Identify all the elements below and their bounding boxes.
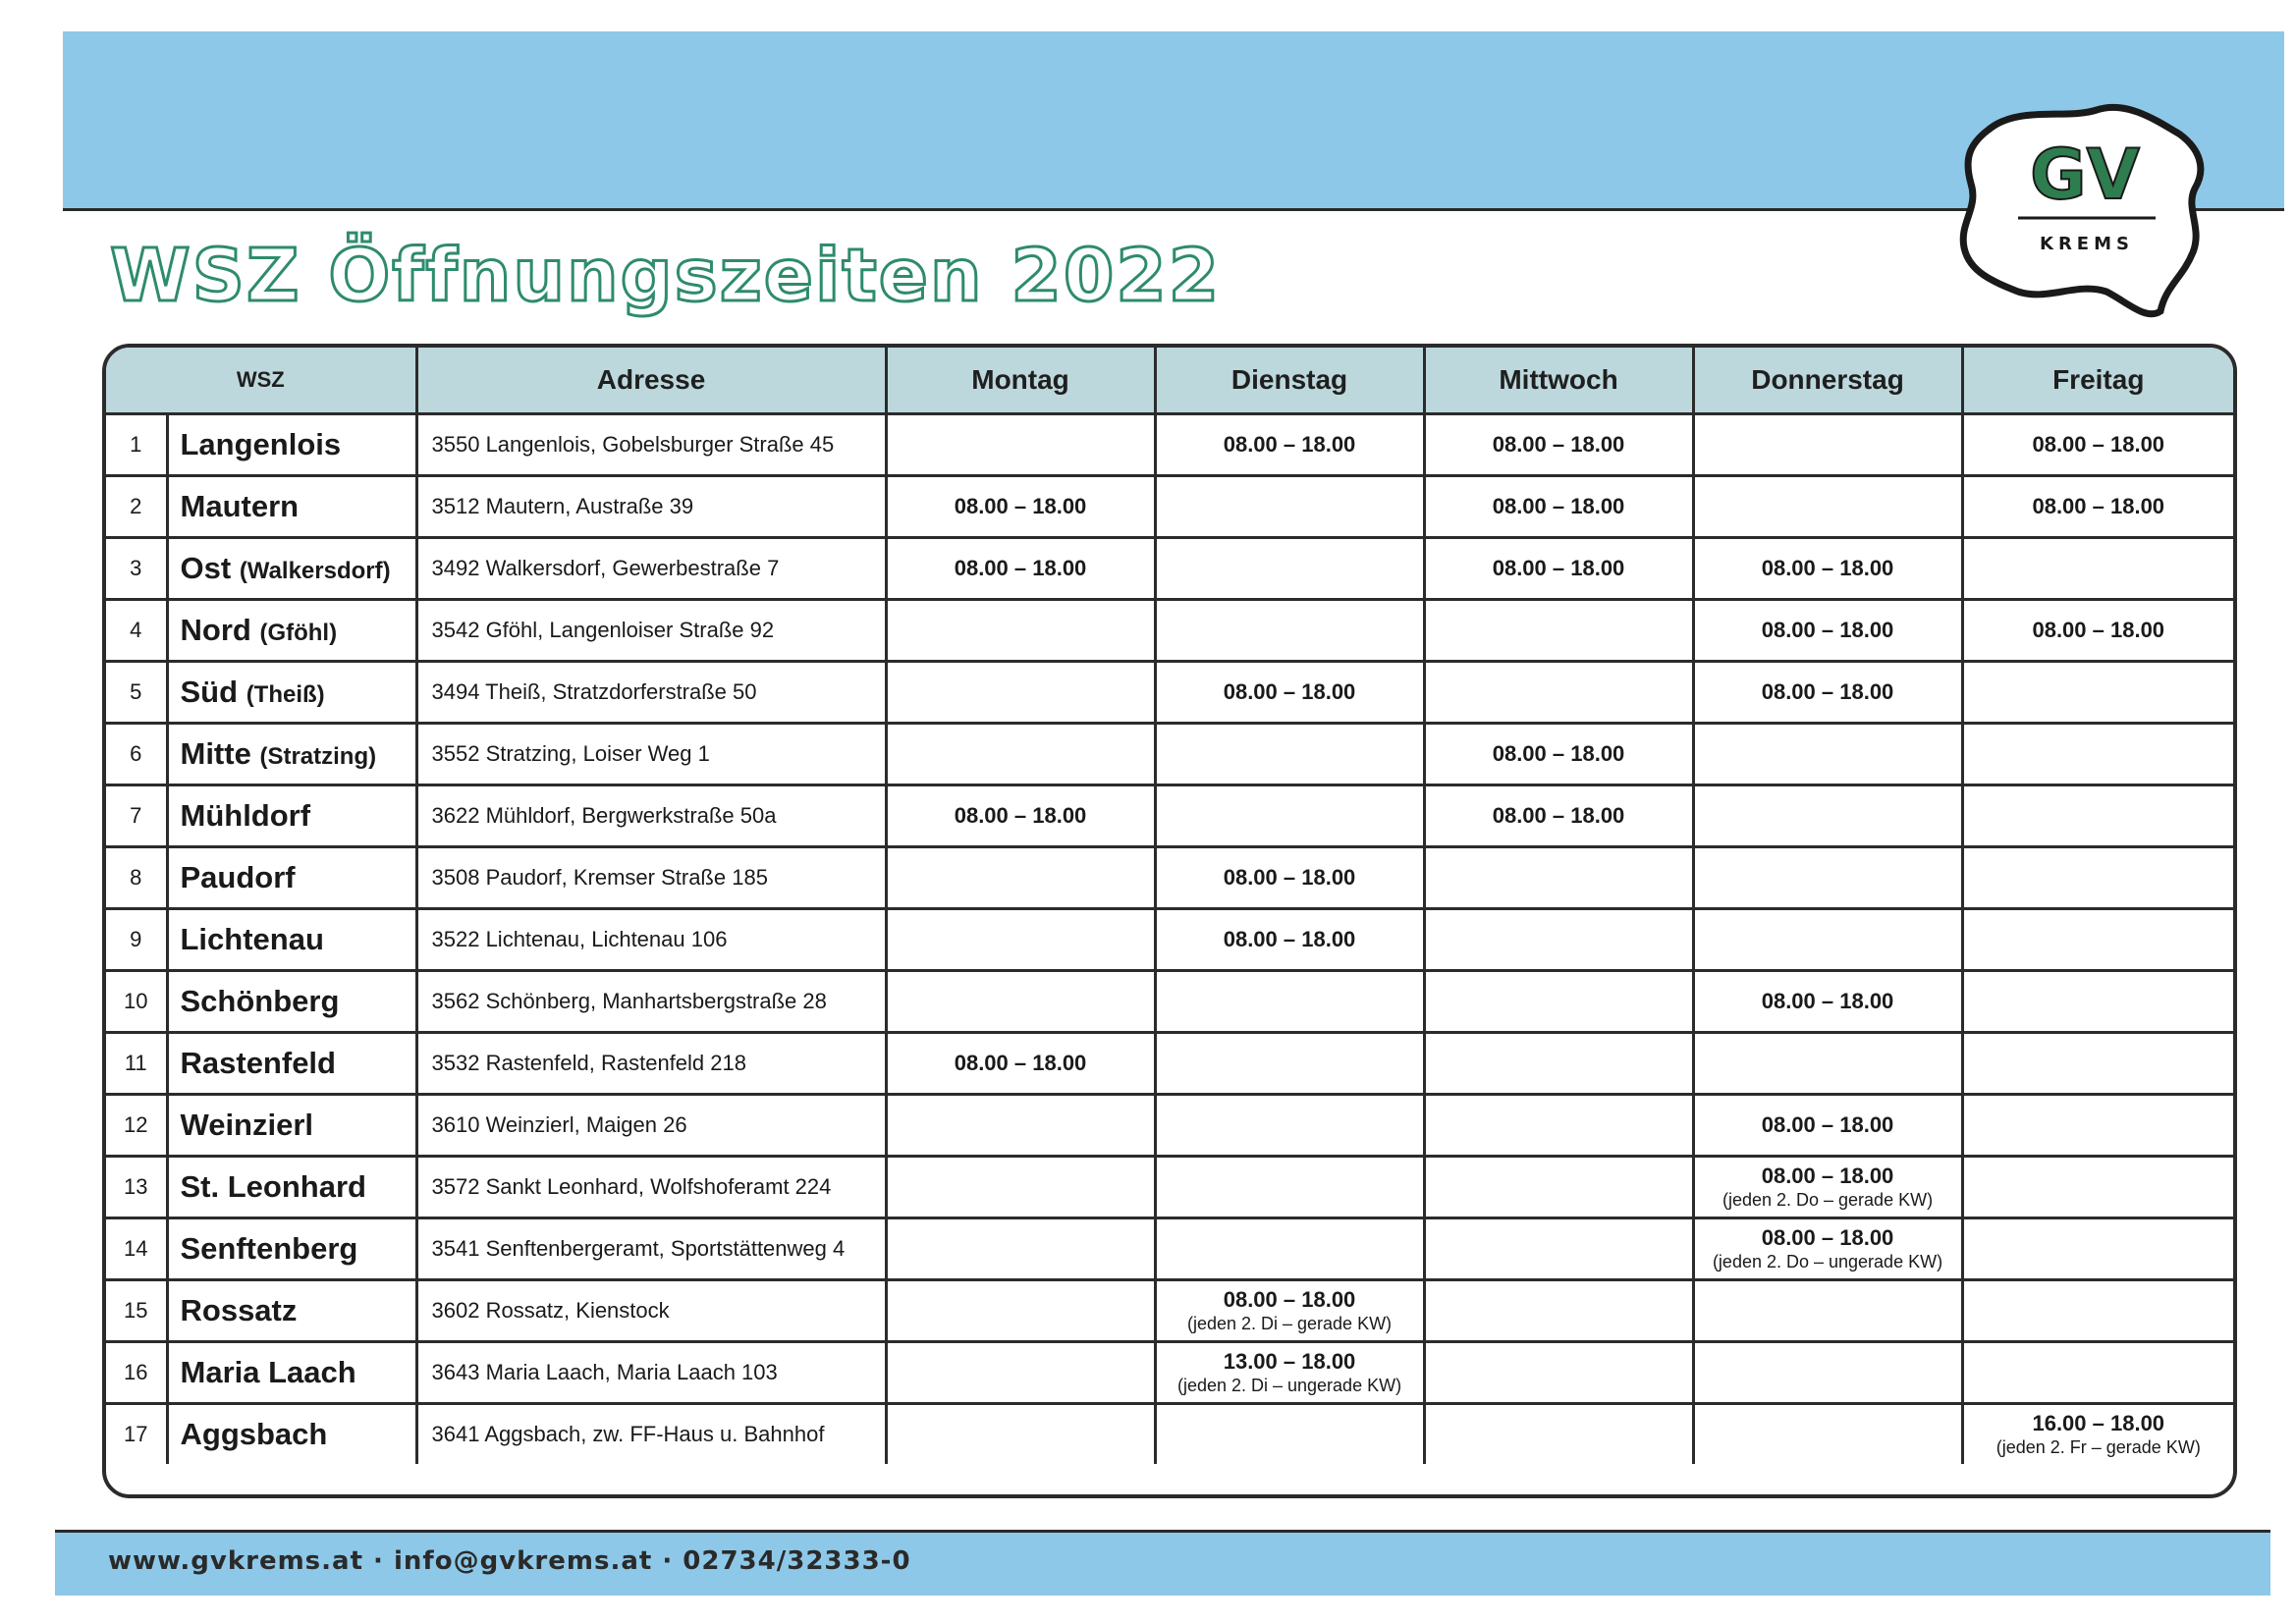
time-cell-fri — [1962, 1157, 2233, 1218]
row-number: 16 — [106, 1342, 167, 1404]
opening-time: 08.00 – 18.00 — [2032, 618, 2165, 642]
time-cell-fri — [1962, 1095, 2233, 1157]
time-cell-tue — [1155, 847, 1424, 909]
time-cell-wed — [1424, 1157, 1693, 1218]
time-cell-thu — [1693, 847, 1962, 909]
time-cell-tue — [1155, 724, 1424, 785]
table-row — [106, 538, 2233, 600]
time-cell-mon — [886, 1342, 1155, 1404]
time-cell-mon — [886, 662, 1155, 724]
station-name — [167, 1095, 416, 1157]
time-cell-wed — [1424, 538, 1693, 600]
station-name-main: Senftenberg — [180, 1231, 358, 1266]
table-row — [106, 909, 2233, 971]
time-cell-thu — [1693, 1218, 1962, 1280]
time-cell-wed — [1424, 662, 1693, 724]
page-title: WSZ Öffnungszeiten 2022 — [110, 234, 1222, 318]
time-cell-mon — [886, 847, 1155, 909]
table-row — [106, 662, 2233, 724]
opening-time: 08.00 – 18.00 — [954, 803, 1087, 828]
time-cell-thu — [1693, 414, 1962, 476]
table-row — [106, 1404, 2233, 1465]
opening-time: 08.00 – 18.00 — [1761, 679, 1894, 704]
time-cell-thu — [1693, 971, 1962, 1033]
table-row — [106, 1033, 2233, 1095]
time-cell-thu — [1693, 600, 1962, 662]
time-cell-wed — [1424, 909, 1693, 971]
station-name-main: Weinzierl — [180, 1108, 314, 1142]
opening-time: 08.00 – 18.00 — [1223, 679, 1356, 704]
time-cell-thu — [1693, 538, 1962, 600]
station-name-main: Maria Laach — [180, 1355, 356, 1389]
time-cell-mon — [886, 785, 1155, 847]
station-name — [167, 662, 416, 724]
station-name-main: Rastenfeld — [180, 1046, 336, 1080]
time-cell-thu — [1693, 909, 1962, 971]
station-name-sub: (Gföhl) — [259, 620, 338, 646]
row-number: 13 — [106, 1157, 167, 1218]
station-name — [167, 538, 416, 600]
header-tuesday: Dienstag — [1155, 348, 1424, 414]
opening-time: 16.00 – 18.00 — [2032, 1411, 2165, 1435]
time-cell-tue — [1155, 662, 1424, 724]
station-address: 3512 Mautern, Austraße 39 — [416, 476, 886, 538]
time-cell-mon — [886, 1095, 1155, 1157]
row-number: 6 — [106, 724, 167, 785]
time-cell-thu — [1693, 1280, 1962, 1342]
time-cell-thu — [1693, 662, 1962, 724]
station-name-main: Rossatz — [180, 1293, 298, 1327]
time-cell-tue — [1155, 476, 1424, 538]
time-cell-thu — [1693, 1404, 1962, 1465]
time-cell-fri — [1962, 662, 2233, 724]
opening-time: 08.00 – 18.00 — [1223, 1287, 1356, 1312]
table-row — [106, 600, 2233, 662]
time-cell-mon — [886, 1157, 1155, 1218]
time-cell-thu — [1693, 724, 1962, 785]
time-cell-mon — [886, 1404, 1155, 1465]
time-cell-wed — [1424, 785, 1693, 847]
time-cell-mon — [886, 538, 1155, 600]
time-cell-wed — [1424, 1404, 1693, 1465]
station-name-main: Langenlois — [180, 427, 342, 461]
header-friday: Freitag — [1962, 348, 2233, 414]
opening-time: 08.00 – 18.00 — [1492, 556, 1625, 580]
row-number: 17 — [106, 1404, 167, 1465]
gv-krems-logo — [1949, 90, 2214, 326]
opening-note: (jeden 2. Di – ungerade KW) — [1176, 1376, 1402, 1395]
station-name — [167, 724, 416, 785]
opening-time: 08.00 – 18.00 — [1761, 989, 1894, 1013]
time-cell-mon — [886, 1218, 1155, 1280]
time-cell-mon — [886, 600, 1155, 662]
table-row — [106, 1218, 2233, 1280]
time-cell-thu — [1693, 1342, 1962, 1404]
time-cell-fri — [1962, 971, 2233, 1033]
table-row — [106, 1095, 2233, 1157]
station-address: 3508 Paudorf, Kremser Straße 185 — [416, 847, 886, 909]
header-monday: Montag — [886, 348, 1155, 414]
station-name-main: Süd — [180, 675, 239, 709]
opening-time: 08.00 – 18.00 — [1223, 432, 1356, 457]
station-address: 3550 Langenlois, Gobelsburger Straße 45 — [416, 414, 886, 476]
station-name-main: Nord — [180, 613, 251, 647]
station-name-main: St. Leonhard — [180, 1169, 366, 1204]
station-name-sub: (Walkersdorf) — [239, 558, 391, 584]
time-cell-tue — [1155, 1218, 1424, 1280]
time-cell-wed — [1424, 414, 1693, 476]
station-address: 3542 Gföhl, Langenloiser Straße 92 — [416, 600, 886, 662]
station-name — [167, 1404, 416, 1465]
opening-time: 08.00 – 18.00 — [1492, 803, 1625, 828]
station-name-main: Paudorf — [180, 860, 296, 894]
table-row — [106, 971, 2233, 1033]
row-number: 5 — [106, 662, 167, 724]
time-cell-wed — [1424, 847, 1693, 909]
time-cell-tue — [1155, 1157, 1424, 1218]
time-cell-wed — [1424, 724, 1693, 785]
row-number: 7 — [106, 785, 167, 847]
opening-time: 08.00 – 18.00 — [1223, 927, 1356, 951]
time-cell-tue — [1155, 1095, 1424, 1157]
time-cell-tue — [1155, 414, 1424, 476]
station-name-main: Ost — [180, 551, 232, 585]
time-cell-fri — [1962, 476, 2233, 538]
station-name — [167, 909, 416, 971]
time-cell-tue — [1155, 600, 1424, 662]
time-cell-fri — [1962, 1342, 2233, 1404]
station-address: 3494 Theiß, Stratzdorferstraße 50 — [416, 662, 886, 724]
station-address: 3610 Weinzierl, Maigen 26 — [416, 1095, 886, 1157]
opening-time: 08.00 – 18.00 — [1761, 1225, 1894, 1250]
row-number: 11 — [106, 1033, 167, 1095]
station-name — [167, 847, 416, 909]
time-cell-wed — [1424, 1280, 1693, 1342]
time-cell-thu — [1693, 1157, 1962, 1218]
station-address: 3562 Schönberg, Manhartsbergstraße 28 — [416, 971, 886, 1033]
time-cell-tue — [1155, 1342, 1424, 1404]
opening-time: 08.00 – 18.00 — [954, 1051, 1087, 1075]
header-address: Adresse — [416, 348, 886, 414]
time-cell-tue — [1155, 1033, 1424, 1095]
row-number: 14 — [106, 1218, 167, 1280]
row-number: 1 — [106, 414, 167, 476]
station-address: 3532 Rastenfeld, Rastenfeld 218 — [416, 1033, 886, 1095]
station-name — [167, 1218, 416, 1280]
station-name — [167, 600, 416, 662]
opening-time: 08.00 – 18.00 — [1492, 741, 1625, 766]
time-cell-fri — [1962, 414, 2233, 476]
table-row — [106, 847, 2233, 909]
row-number: 4 — [106, 600, 167, 662]
row-number: 8 — [106, 847, 167, 909]
time-cell-mon — [886, 909, 1155, 971]
row-number: 12 — [106, 1095, 167, 1157]
opening-note: (jeden 2. Do – ungerade KW) — [1712, 1252, 1943, 1271]
time-cell-fri — [1962, 847, 2233, 909]
station-name-main: Schönberg — [180, 984, 340, 1018]
opening-time: 08.00 – 18.00 — [1492, 432, 1625, 457]
station-name-main: Mühldorf — [180, 798, 311, 833]
time-cell-mon — [886, 414, 1155, 476]
table-row — [106, 1342, 2233, 1404]
station-name-sub: (Theiß) — [246, 681, 325, 708]
table-header-row — [106, 348, 2233, 414]
time-cell-fri — [1962, 538, 2233, 600]
time-cell-thu — [1693, 785, 1962, 847]
station-address: 3552 Stratzing, Loiser Weg 1 — [416, 724, 886, 785]
table-row — [106, 476, 2233, 538]
opening-time: 08.00 – 18.00 — [1761, 1112, 1894, 1137]
station-name — [167, 476, 416, 538]
time-cell-fri — [1962, 785, 2233, 847]
header-wsz: WSZ — [106, 348, 416, 414]
table-row — [106, 1157, 2233, 1218]
opening-time: 08.00 – 18.00 — [954, 494, 1087, 518]
opening-time: 08.00 – 18.00 — [1761, 556, 1894, 580]
opening-time: 08.00 – 18.00 — [1492, 494, 1625, 518]
table-row — [106, 414, 2233, 476]
row-number: 10 — [106, 971, 167, 1033]
logo-subtext: KREMS — [2040, 234, 2134, 254]
time-cell-mon — [886, 724, 1155, 785]
station-name-sub: (Stratzing) — [259, 743, 377, 770]
time-cell-fri — [1962, 1404, 2233, 1465]
station-name — [167, 971, 416, 1033]
opening-note: (jeden 2. Di – gerade KW) — [1186, 1314, 1393, 1333]
time-cell-wed — [1424, 600, 1693, 662]
station-name-main: Aggsbach — [180, 1417, 328, 1451]
row-number: 15 — [106, 1280, 167, 1342]
time-cell-tue — [1155, 538, 1424, 600]
time-cell-tue — [1155, 785, 1424, 847]
opening-time: 08.00 – 18.00 — [2032, 432, 2165, 457]
logo-text: GV — [2030, 135, 2140, 215]
time-cell-fri — [1962, 1033, 2233, 1095]
time-cell-wed — [1424, 1095, 1693, 1157]
time-cell-fri — [1962, 724, 2233, 785]
time-cell-mon — [886, 476, 1155, 538]
table-row — [106, 785, 2233, 847]
time-cell-tue — [1155, 1280, 1424, 1342]
opening-time: 08.00 – 18.00 — [1223, 865, 1356, 890]
station-name-main: Mitte — [180, 736, 251, 771]
table-row — [106, 724, 2233, 785]
opening-note: (jeden 2. Fr – gerade KW) — [1995, 1437, 2201, 1457]
time-cell-thu — [1693, 1033, 1962, 1095]
station-name — [167, 785, 416, 847]
station-address: 3622 Mühldorf, Bergwerkstraße 50a — [416, 785, 886, 847]
station-address: 3572 Sankt Leonhard, Wolfshoferamt 224 — [416, 1157, 886, 1218]
station-name — [167, 414, 416, 476]
time-cell-tue — [1155, 909, 1424, 971]
time-cell-wed — [1424, 476, 1693, 538]
time-cell-wed — [1424, 1033, 1693, 1095]
time-cell-wed — [1424, 1342, 1693, 1404]
time-cell-fri — [1962, 1280, 2233, 1342]
station-name — [167, 1033, 416, 1095]
time-cell-fri — [1962, 1218, 2233, 1280]
station-name — [167, 1280, 416, 1342]
time-cell-mon — [886, 1280, 1155, 1342]
station-address: 3541 Senftenbergeramt, Sportstättenweg 4 — [416, 1218, 886, 1280]
station-name-main: Mautern — [180, 489, 300, 523]
opening-time: 08.00 – 18.00 — [2032, 494, 2165, 518]
row-number: 2 — [106, 476, 167, 538]
time-cell-fri — [1962, 600, 2233, 662]
station-name-main: Lichtenau — [180, 922, 324, 956]
footer-contact: www.gvkrems.at · info@gvkrems.at · 02734/32333-0 — [108, 1546, 911, 1576]
time-cell-tue — [1155, 971, 1424, 1033]
table-row — [106, 1280, 2233, 1342]
time-cell-tue — [1155, 1404, 1424, 1465]
time-cell-mon — [886, 1033, 1155, 1095]
station-name — [167, 1157, 416, 1218]
row-number: 3 — [106, 538, 167, 600]
opening-hours-table — [102, 344, 2237, 1498]
time-cell-wed — [1424, 1218, 1693, 1280]
station-address: 3522 Lichtenau, Lichtenau 106 — [416, 909, 886, 971]
station-name — [167, 1342, 416, 1404]
station-address: 3492 Walkersdorf, Gewerbestraße 7 — [416, 538, 886, 600]
header-wednesday: Mittwoch — [1424, 348, 1693, 414]
station-address: 3602 Rossatz, Kienstock — [416, 1280, 886, 1342]
row-number: 9 — [106, 909, 167, 971]
opening-time: 08.00 – 18.00 — [954, 556, 1087, 580]
time-cell-wed — [1424, 971, 1693, 1033]
time-cell-mon — [886, 971, 1155, 1033]
header-thursday: Donnerstag — [1693, 348, 1962, 414]
station-address: 3641 Aggsbach, zw. FF-Haus u. Bahnhof — [416, 1404, 886, 1465]
time-cell-fri — [1962, 909, 2233, 971]
time-cell-thu — [1693, 476, 1962, 538]
time-cell-thu — [1693, 1095, 1962, 1157]
station-address: 3643 Maria Laach, Maria Laach 103 — [416, 1342, 886, 1404]
opening-time: 08.00 – 18.00 — [1761, 618, 1894, 642]
opening-note: (jeden 2. Do – gerade KW) — [1722, 1190, 1934, 1210]
opening-time: 13.00 – 18.00 — [1223, 1349, 1356, 1374]
opening-time: 08.00 – 18.00 — [1761, 1163, 1894, 1188]
